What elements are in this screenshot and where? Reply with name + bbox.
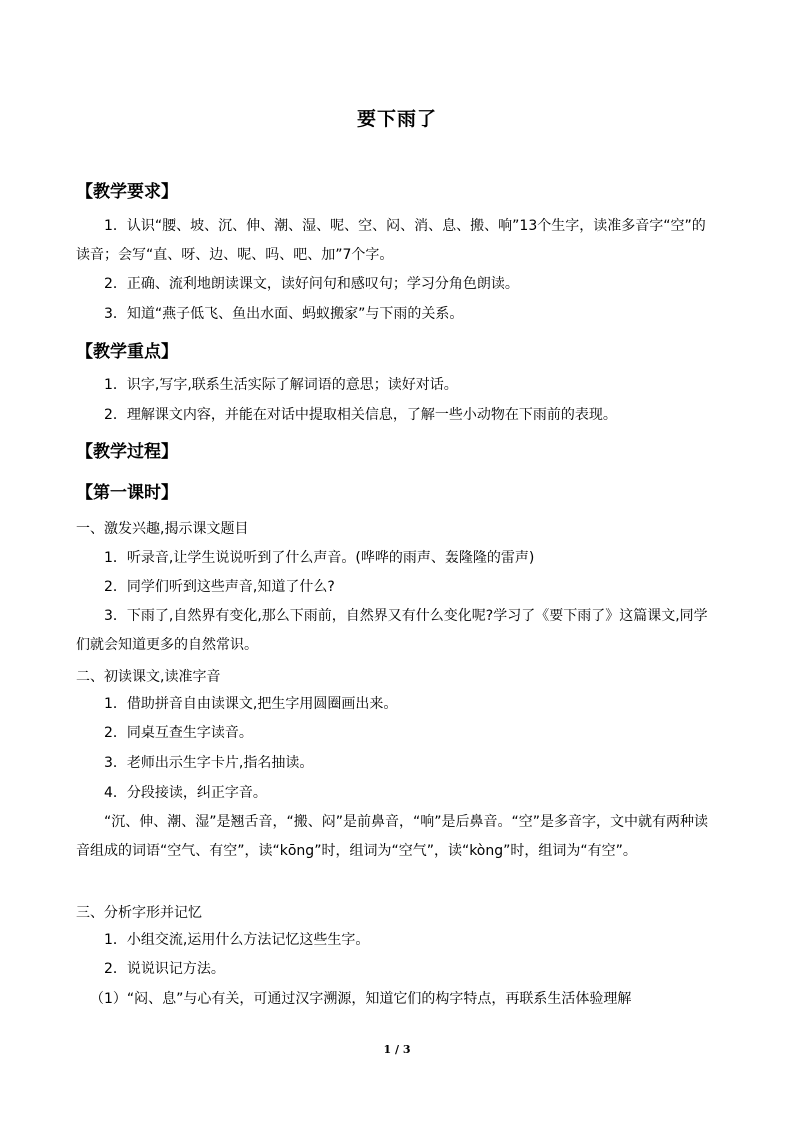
- list-item: 4．分段接读，纠正字音。: [104, 785, 267, 801]
- sub-item: （1）“闷、息”与心有关，可通过汉字溯源，知道它们的构字特点，再联系生活体验理解: [90, 991, 632, 1007]
- heading-key-points: 【教学重点】: [76, 342, 178, 362]
- list-item: 1．小组交流,运用什么方法记忆这些生字。: [104, 932, 370, 948]
- list-item: 1．借助拼音自由读课文,把生字用圆圈画出来。: [104, 696, 398, 712]
- requirement-item-2: 2．正确、流利地朗读课文，读好问句和感叹句；学习分角色朗读。: [104, 276, 519, 292]
- list-item: 3．老师出示生字卡片,指名抽读。: [104, 755, 314, 771]
- requirement-item-3: 3．知道“燕子低飞、鱼出水面、蚂蚁搬家”与下雨的关系。: [104, 306, 464, 322]
- list-item: 2．同桌互查生字读音。: [104, 725, 253, 741]
- pronunciation-note: “沉、伸、潮、湿”是翘舌音，“搬、闷”是前鼻音，“响”是后鼻音。“空”是多音字，文中就有两种读音组成的词语“空气、有空”，读“kōng”时，组词为“空气”，读“kòng”时，组词为“有空”。: [76, 814, 709, 859]
- heading-process: 【教学过程】: [76, 442, 178, 462]
- list-item: 2．同学们听到这些声音,知道了什么?: [104, 579, 335, 595]
- page-title: 要下雨了: [356, 108, 437, 130]
- list-item: 3．下雨了,自然界有变化,那么下雨前，自然界又有什么变化呢?学习了《要下雨了》这篇课文,同学们就会知道更多的自然常识。: [76, 608, 708, 653]
- heading-lesson-1: 【第一课时】: [76, 483, 178, 503]
- section-heading: 二、初读课文,读准字音: [76, 669, 221, 685]
- list-item: 2．说说识记方法。: [104, 961, 225, 977]
- requirement-item-1: 1．认识“腰、坡、沉、伸、潮、湿、呢、空、闷、消、息、搬、响”13个生字，读准多音字“空”的读音；会写“直、呀、边、呢、吗、吧、加”7个字。: [76, 218, 706, 263]
- section-heading: 三、分析字形并记忆: [76, 905, 202, 921]
- page-number: 1 / 3: [383, 1043, 411, 1056]
- key-point-item-2: 2．理解课文内容，并能在对话中提取相关信息，了解一些小动物在下雨前的表现。: [104, 407, 617, 423]
- key-point-item-1: 1．识字,写字,联系生活实际了解词语的意思；读好对话。: [104, 377, 458, 393]
- list-item: 1．听录音,让学生说说听到了什么声音。(哗哗的雨声、轰隆隆的雷声): [104, 550, 535, 566]
- heading-requirements: 【教学要求】: [76, 182, 178, 202]
- section-heading: 一、激发兴趣,揭示课文题目: [76, 521, 249, 537]
